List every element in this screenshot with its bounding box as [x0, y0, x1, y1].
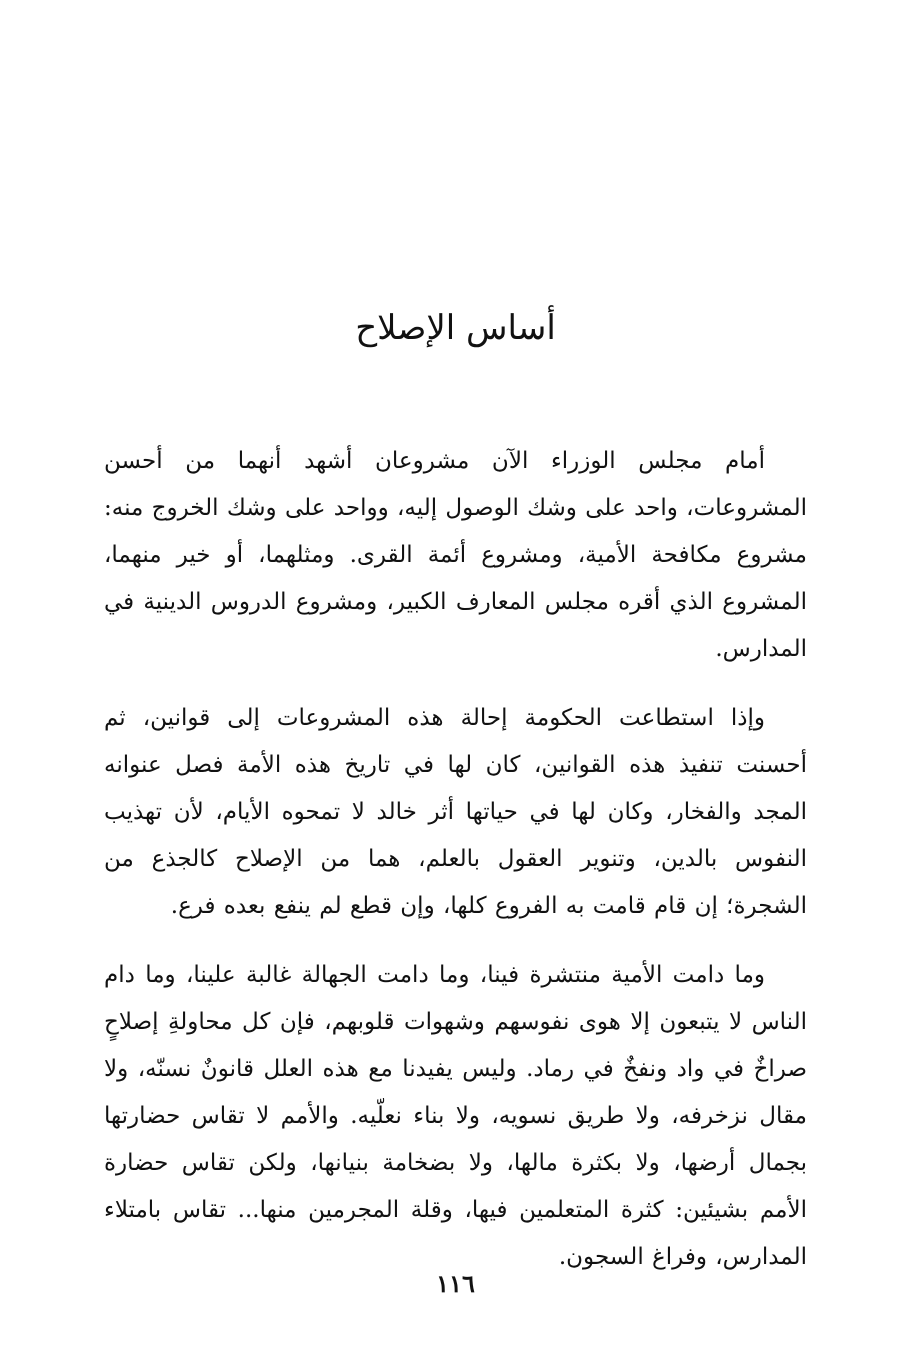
body-text [104, 438, 807, 1303]
page-number: ١١٦ [436, 1269, 475, 1298]
paragraph-3: وما دامت الأمية منتشرة فينا، وما دامت الجهالة غالبة علينا، وما دام الناس لا يتبعون إلا هوى نفوسهم وشهوات قلوبهم، فإن كل محاولةِ إصلاحٍ صراخٌ في واد ونفخٌ في رماد. وليس يفيدنا مع هذه العلل قانونٌ نسنّه، ولا مقال نزخرفه، ولا طريق نسويه، ولا بناء نعلّيه. والأمم لا تقاس حضارتها بجمال أرضها، ولا بكثرة مالها، ولا بضخامة بنيانها، ولكن تقاس حضارة الأمم بشيئين: كثرة المتعلمين فيها، وقلة المجرمين منها... تقاس بامتلاء المدارس، وفراغ السجون. [104, 962, 807, 1270]
paragraph-2: وإذا استطاعت الحكومة إحالة هذه المشروعات إلى قوانين، ثم أحسنت تنفيذ هذه القوانين، كان لها في تاريخ هذه الأمة فصل عنوانه المجد والفخار، وكان لها في حياتها أثر خالد لا تمحوه الأيام، لأن تهذيب النفوس بالدين، وتنوير العقول بالعلم، هما من الإصلاح كالجذع من الشجرة؛ إن قام قامت به الفروع كلها، وإن قطع لم ينفع بعده فرع. [104, 705, 807, 919]
paragraph-1: أمام مجلس الوزراء الآن مشروعان أشهد أنهما من أحسن المشروعات، واحد على وشك الوصول إليه، وواحد على وشك الخروج منه: مشروع مكافحة الأمية، ومشروع أئمة القرى. ومثلهما، أو خير منهما، المشروع الذي أقره مجلس المعارف الكبير، ومشروع الدروس الدينية في المدارس. [104, 448, 808, 662]
chapter-title: أساس الإصلاح [355, 308, 556, 348]
